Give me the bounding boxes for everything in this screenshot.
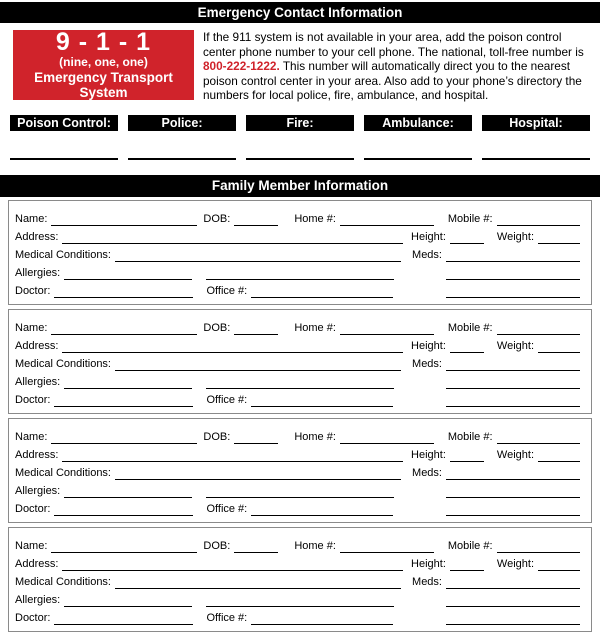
meds-write-in-line[interactable] <box>446 250 580 262</box>
emergency-contact-header <box>0 2 600 23</box>
dob-write-in-line[interactable] <box>234 214 278 226</box>
home-phone-label: Home #: <box>294 212 336 225</box>
doctor-write-in-line[interactable] <box>54 504 193 516</box>
911-number: 9 - 1 - 1 <box>55 28 152 57</box>
office-phone-write-in-line[interactable] <box>251 286 393 298</box>
emergency-contact-form-page <box>0 2 600 625</box>
poison-control-instructions <box>203 30 588 103</box>
family-member-header <box>0 175 600 197</box>
contact-label: Hospital: <box>482 115 590 131</box>
name-label: Name: <box>15 539 48 552</box>
poison-control-phone-number: 800-222-1222. <box>203 59 280 73</box>
height-write-in-line[interactable] <box>450 232 484 244</box>
mobile-phone-write-in-line[interactable] <box>497 541 580 553</box>
contact-field <box>246 115 354 160</box>
meds-write-in-line[interactable] <box>446 468 580 480</box>
member-row-identity <box>15 535 585 553</box>
meds-continuation-line-2[interactable] <box>446 504 580 516</box>
contact-label: Poison Control: <box>10 115 118 131</box>
doctor-write-in-line[interactable] <box>54 395 193 407</box>
member-row-medical <box>15 353 585 371</box>
height-write-in-line[interactable] <box>450 341 484 353</box>
meds-label: Meds: <box>412 357 442 370</box>
name-write-in-line[interactable] <box>51 323 197 335</box>
height-label: Height: <box>411 230 446 243</box>
dob-label: DOB: <box>203 430 231 443</box>
meds-label: Meds: <box>412 248 442 261</box>
doctor-label: Doctor: <box>15 611 51 624</box>
name-label: Name: <box>15 212 48 225</box>
emergency-contact-header-title: Emergency Contact Information <box>197 5 403 20</box>
address-label: Address: <box>15 448 59 461</box>
allergies-continuation-line[interactable] <box>206 595 394 607</box>
medical-conditions-write-in-line[interactable] <box>115 577 401 589</box>
member-row-identity <box>15 426 585 444</box>
dob-label: DOB: <box>203 212 231 225</box>
mobile-phone-label: Mobile #: <box>447 539 493 552</box>
member-row-doctor <box>15 607 585 625</box>
height-write-in-line[interactable] <box>450 559 484 571</box>
mobile-phone-label: Mobile #: <box>447 212 493 225</box>
contact-field <box>482 115 590 160</box>
allergies-continuation-line[interactable] <box>206 486 394 498</box>
dob-write-in-line[interactable] <box>234 323 278 335</box>
weight-label: Weight: <box>496 448 534 461</box>
name-label: Name: <box>15 430 48 443</box>
member-row-medical <box>15 462 585 480</box>
home-phone-label: Home #: <box>294 321 336 334</box>
911-panel <box>13 30 194 100</box>
mobile-phone-label: Mobile #: <box>447 321 493 334</box>
dob-label: DOB: <box>203 321 231 334</box>
medical-conditions-label: Medical Conditions: <box>15 357 111 370</box>
contact-field <box>10 115 118 160</box>
member-row-medical <box>15 571 585 589</box>
emergency-contacts-row <box>10 115 590 160</box>
address-write-in-line[interactable] <box>62 232 403 244</box>
allergies-write-in-line[interactable] <box>64 595 192 607</box>
mobile-phone-write-in-line[interactable] <box>497 432 580 444</box>
meds-continuation-line-2[interactable] <box>446 286 580 298</box>
doctor-label: Doctor: <box>15 393 51 406</box>
member-row-allergies <box>15 589 585 607</box>
address-write-in-line[interactable] <box>62 341 403 353</box>
office-phone-label: Office #: <box>206 284 248 297</box>
meds-continuation-line-2[interactable] <box>446 395 580 407</box>
contact-field <box>128 115 236 160</box>
family-member-blocks <box>0 200 600 632</box>
name-write-in-line[interactable] <box>51 432 197 444</box>
office-phone-label: Office #: <box>206 502 248 515</box>
address-label: Address: <box>15 557 59 570</box>
meds-continuation-line[interactable] <box>446 268 580 280</box>
home-phone-label: Home #: <box>294 430 336 443</box>
member-row-medical <box>15 244 585 262</box>
mobile-phone-write-in-line[interactable] <box>497 323 580 335</box>
allergies-label: Allergies: <box>15 484 61 497</box>
address-write-in-line[interactable] <box>62 450 403 462</box>
height-label: Height: <box>411 557 446 570</box>
member-form-card <box>8 200 592 305</box>
intro-section <box>13 30 588 103</box>
weight-write-in-line[interactable] <box>538 341 580 353</box>
member-row-doctor <box>15 280 585 298</box>
medical-conditions-write-in-line[interactable] <box>115 250 401 262</box>
allergies-label: Allergies: <box>15 375 61 388</box>
address-write-in-line[interactable] <box>62 559 403 571</box>
contact-write-in-line[interactable] <box>364 158 472 160</box>
medical-conditions-label: Medical Conditions: <box>15 248 111 261</box>
911-caption: Emergency Transport System <box>34 69 173 101</box>
member-row-identity <box>15 317 585 335</box>
office-phone-label: Office #: <box>206 393 248 406</box>
member-row-allergies <box>15 262 585 280</box>
contact-label: Fire: <box>246 115 354 131</box>
member-row-address <box>15 553 585 571</box>
instructions-text-after: This number will automatically direct you to the nearest poison control center in your area. Also add to your phone’s directory the numbers for local police, fire, ambulance, and hospital. <box>203 59 582 102</box>
dob-label: DOB: <box>203 539 231 552</box>
home-phone-write-in-line[interactable] <box>340 432 434 444</box>
allergies-write-in-line[interactable] <box>64 377 192 389</box>
contact-label: Police: <box>128 115 236 131</box>
name-write-in-line[interactable] <box>51 214 197 226</box>
member-row-doctor <box>15 389 585 407</box>
office-phone-label: Office #: <box>206 611 248 624</box>
mobile-phone-label: Mobile #: <box>447 430 493 443</box>
contact-write-in-line[interactable] <box>128 158 236 160</box>
address-label: Address: <box>15 339 59 352</box>
weight-label: Weight: <box>496 557 534 570</box>
member-row-allergies <box>15 480 585 498</box>
name-write-in-line[interactable] <box>51 541 197 553</box>
weight-write-in-line[interactable] <box>538 232 580 244</box>
medical-conditions-write-in-line[interactable] <box>115 359 401 371</box>
911-words: (nine, one, one) <box>59 54 148 69</box>
contact-write-in-line[interactable] <box>246 158 354 160</box>
allergies-label: Allergies: <box>15 266 61 279</box>
medical-conditions-write-in-line[interactable] <box>115 468 401 480</box>
weight-write-in-line[interactable] <box>538 450 580 462</box>
height-label: Height: <box>411 448 446 461</box>
height-write-in-line[interactable] <box>450 450 484 462</box>
medical-conditions-label: Medical Conditions: <box>15 466 111 479</box>
weight-label: Weight: <box>496 230 534 243</box>
home-phone-write-in-line[interactable] <box>340 541 434 553</box>
family-member-header-title: Family Member Information <box>211 178 389 193</box>
home-phone-write-in-line[interactable] <box>340 214 434 226</box>
home-phone-label: Home #: <box>294 539 336 552</box>
meds-continuation-line[interactable] <box>446 486 580 498</box>
contact-label: Ambulance: <box>364 115 472 131</box>
member-row-identity <box>15 208 585 226</box>
contact-write-in-line[interactable] <box>482 158 590 160</box>
allergies-write-in-line[interactable] <box>64 486 192 498</box>
meds-write-in-line[interactable] <box>446 577 580 589</box>
meds-write-in-line[interactable] <box>446 359 580 371</box>
home-phone-write-in-line[interactable] <box>340 323 434 335</box>
office-phone-write-in-line[interactable] <box>251 395 393 407</box>
height-label: Height: <box>411 339 446 352</box>
member-row-address <box>15 226 585 244</box>
meds-label: Meds: <box>412 466 442 479</box>
doctor-label: Doctor: <box>15 284 51 297</box>
meds-continuation-line[interactable] <box>446 377 580 389</box>
contact-field <box>364 115 472 160</box>
meds-continuation-line[interactable] <box>446 595 580 607</box>
weight-write-in-line[interactable] <box>538 559 580 571</box>
address-label: Address: <box>15 230 59 243</box>
mobile-phone-write-in-line[interactable] <box>497 214 580 226</box>
meds-label: Meds: <box>412 575 442 588</box>
allergies-write-in-line[interactable] <box>64 268 192 280</box>
allergies-continuation-line[interactable] <box>206 268 394 280</box>
contact-write-in-line[interactable] <box>10 158 118 160</box>
member-row-doctor <box>15 498 585 516</box>
weight-label: Weight: <box>496 339 534 352</box>
member-row-allergies <box>15 371 585 389</box>
allergies-continuation-line[interactable] <box>206 377 394 389</box>
member-form-card <box>8 418 592 523</box>
medical-conditions-label: Medical Conditions: <box>15 575 111 588</box>
office-phone-write-in-line[interactable] <box>251 504 393 516</box>
member-row-address <box>15 335 585 353</box>
member-form-card <box>8 309 592 414</box>
doctor-label: Doctor: <box>15 502 51 515</box>
member-form-card <box>8 527 592 632</box>
dob-write-in-line[interactable] <box>234 541 278 553</box>
name-label: Name: <box>15 321 48 334</box>
doctor-write-in-line[interactable] <box>54 286 193 298</box>
dob-write-in-line[interactable] <box>234 432 278 444</box>
allergies-label: Allergies: <box>15 593 61 606</box>
member-row-address <box>15 444 585 462</box>
instructions-text-before: If the 911 system is not available in your area, add the poison control center phone number to your cell phone. The national, toll-free number is <box>203 30 584 59</box>
